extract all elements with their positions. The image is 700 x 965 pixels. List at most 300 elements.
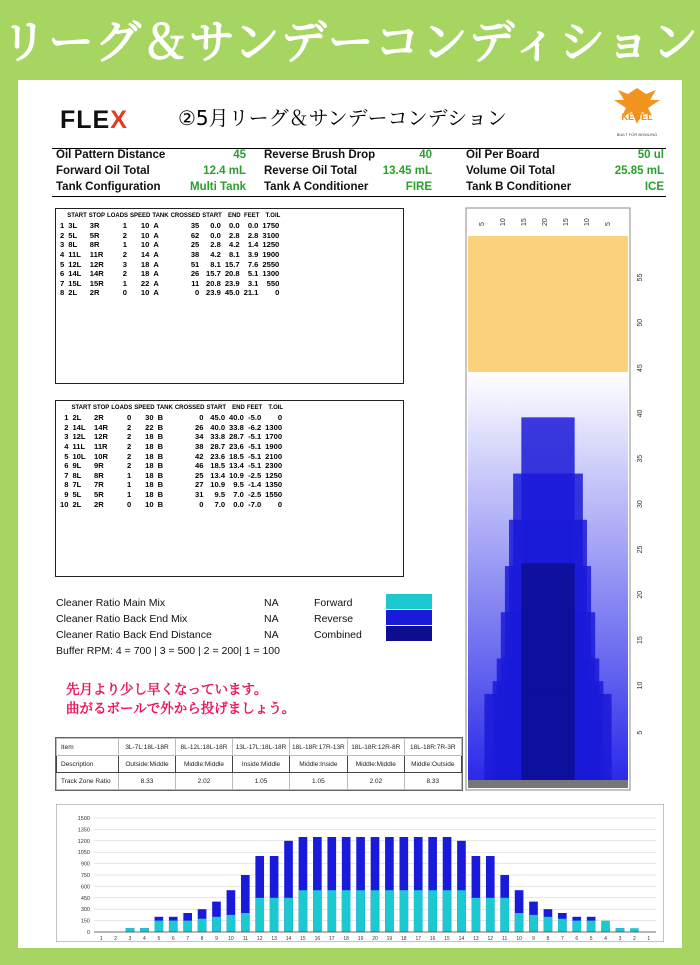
zone-cell: Description xyxy=(57,756,119,773)
legend-combined-swatch xyxy=(386,626,432,641)
table-cell: 3100 xyxy=(262,230,280,240)
table-cell: 6 xyxy=(64,461,69,471)
table-cell: 3.9 xyxy=(247,250,259,260)
bar-forward xyxy=(198,919,207,932)
y-tick-label: 150 xyxy=(80,918,90,925)
y-tick-label: 1050 xyxy=(77,850,90,857)
table-cell: 18 xyxy=(145,490,154,500)
oil-bar-chart xyxy=(56,804,664,942)
page-banner xyxy=(0,0,700,80)
spec-column-3 xyxy=(466,149,664,197)
table-cell: 8.1 xyxy=(229,250,240,260)
table-cell: 2R xyxy=(89,288,100,298)
table-cell: 5R xyxy=(94,490,104,500)
bar-forward xyxy=(500,898,509,932)
column-header: START xyxy=(206,405,227,411)
table-cell: 11L xyxy=(68,250,81,260)
table-cell: A xyxy=(153,250,159,260)
table-cell: B xyxy=(157,413,164,423)
table-row xyxy=(58,490,284,500)
bar-forward xyxy=(544,917,553,932)
note-line-1: 先月より少し早くなっています。 xyxy=(66,682,268,698)
bar-forward xyxy=(587,921,596,932)
zone-cell: Middle:Middle xyxy=(347,756,404,773)
table-cell: 30 xyxy=(145,413,154,423)
document-title: ②5月リーグ＆サンデーコンデション xyxy=(178,106,507,130)
x-tick-label: 8 xyxy=(200,936,204,942)
table-cell: -2.5 xyxy=(248,470,262,480)
table-cell: 10 xyxy=(140,240,150,250)
table-cell: 10 xyxy=(140,221,150,231)
table-cell: B xyxy=(157,461,164,471)
table-cell: 10R xyxy=(94,451,108,461)
lane-side-tick: 15 xyxy=(637,636,644,644)
zone-cell: 8.33 xyxy=(119,773,176,790)
y-tick-label: 1500 xyxy=(77,816,90,822)
table-cell: 0 xyxy=(127,413,132,423)
table-cell: 9 xyxy=(64,490,69,500)
table-cell: 2R xyxy=(94,413,104,423)
table-cell: 1300 xyxy=(262,269,280,279)
table-cell: 33.8 xyxy=(210,432,226,442)
table-cell: 0.0 xyxy=(247,221,259,231)
table-cell: -5.1 xyxy=(248,461,262,471)
table-cell: 40.0 xyxy=(229,413,244,423)
table-cell: 7L xyxy=(72,480,82,490)
table-cell: 5L xyxy=(68,230,78,240)
table-row xyxy=(58,279,281,289)
table-cell: 31 xyxy=(195,490,204,500)
table-cell: 62 xyxy=(190,230,200,240)
cleaner-backend-label: Cleaner Ratio Back End Mix xyxy=(56,613,188,625)
table-cell: 0 xyxy=(195,288,200,298)
x-tick-label: 3 xyxy=(128,936,132,942)
zone-cell: Middle:Middle xyxy=(176,756,233,773)
table-cell: 0 xyxy=(277,413,283,423)
y-tick-label: 0 xyxy=(86,930,90,936)
table-cell: 18 xyxy=(145,442,154,452)
note-line-2: 曲がるボールで外から投げましょう。 xyxy=(66,701,296,717)
lane-top-tick: 20 xyxy=(542,218,549,226)
table-cell: 18 xyxy=(145,432,154,442)
table-cell: 15.7 xyxy=(224,259,240,269)
table-cell: 2.8 xyxy=(229,230,240,240)
table-cell: 4 xyxy=(64,442,69,452)
y-tick-label: 900 xyxy=(80,861,90,868)
legend-combined-label: Combined xyxy=(314,629,362,641)
table-cell: 1750 xyxy=(262,221,280,231)
table-cell: 9.5 xyxy=(214,490,226,500)
table-cell: 18.5 xyxy=(210,461,226,471)
bar-forward xyxy=(428,890,437,932)
table-cell: 2550 xyxy=(262,259,280,269)
zone-cell: Outside:Middle xyxy=(119,756,176,773)
table-cell: 2300 xyxy=(265,461,283,471)
bar-forward xyxy=(155,921,164,932)
table-cell: 2 xyxy=(127,442,132,452)
zone-cell: 2.02 xyxy=(176,773,233,790)
table-cell: 45.0 xyxy=(224,288,240,298)
table-cell: 12L xyxy=(72,432,86,442)
column-header: TANK xyxy=(156,405,173,411)
table-cell: 2 xyxy=(122,269,128,279)
column-header: CROSSED xyxy=(170,213,201,219)
table-cell: 46 xyxy=(195,461,204,471)
table-cell: 2 xyxy=(122,250,128,260)
table-cell: 1700 xyxy=(265,432,283,442)
legend-forward-label: Forward xyxy=(314,597,353,609)
y-tick-label: 450 xyxy=(80,895,90,902)
x-tick-label: 5 xyxy=(589,936,593,942)
y-tick-label: 750 xyxy=(80,873,90,879)
zone-row xyxy=(57,756,462,773)
x-tick-label: 9 xyxy=(215,936,218,942)
x-tick-label: 13 xyxy=(271,936,277,942)
x-tick-label: 16 xyxy=(429,936,436,942)
y-tick-label: 1350 xyxy=(77,827,90,834)
cleaner-distance-label: Cleaner Ratio Back End Distance xyxy=(56,629,212,641)
table-cell: 1900 xyxy=(262,250,280,260)
table-cell: A xyxy=(153,259,159,269)
x-tick-label: 3 xyxy=(618,936,622,942)
spec-column-1 xyxy=(56,149,246,197)
cleaner-backend-value: NA xyxy=(264,613,279,625)
table-row xyxy=(58,288,281,298)
table-cell: 12R xyxy=(89,259,104,269)
bar-forward xyxy=(558,919,567,932)
table-cell: 7.6 xyxy=(247,259,259,269)
lane-side-tick: 50 xyxy=(637,318,644,327)
table-cell: 2.8 xyxy=(210,240,221,250)
lane-side-tick: 40 xyxy=(637,409,644,418)
table-cell: 12L xyxy=(68,259,82,269)
table-cell: 18 xyxy=(140,259,150,269)
table-cell: 7.0 xyxy=(233,490,244,500)
table-cell: 23.6 xyxy=(210,451,226,461)
table-cell: 1350 xyxy=(265,480,283,490)
x-tick-label: 4 xyxy=(143,936,146,942)
table-cell: B xyxy=(157,422,164,432)
table-cell: 18.5 xyxy=(229,451,244,461)
table-cell: 9R xyxy=(94,461,104,471)
table-cell: -1.4 xyxy=(248,480,262,490)
lane-top-tick: 15 xyxy=(563,218,570,226)
bar-forward xyxy=(601,921,610,932)
table-cell: 23.6 xyxy=(229,442,244,452)
bar-forward xyxy=(356,890,365,932)
banner-title: リーグ＆サンデーコンディション xyxy=(0,15,700,69)
x-tick-label: 14 xyxy=(285,936,292,942)
bar-forward xyxy=(572,921,581,932)
table-cell: 14L xyxy=(68,269,82,279)
x-tick-label: 10 xyxy=(516,936,522,942)
zone-cell: Item xyxy=(57,739,119,756)
spec-row: Oil Pattern Distance 45 xyxy=(56,149,246,161)
table-cell: 7 xyxy=(64,470,69,480)
table-cell: 2 xyxy=(127,451,132,461)
table-row xyxy=(58,499,284,509)
table-cell: 25 xyxy=(195,470,204,480)
table-cell: 7.0 xyxy=(214,499,226,509)
table-cell: 20.8 xyxy=(224,269,240,279)
bar-forward xyxy=(385,890,394,932)
x-tick-label: 15 xyxy=(300,936,306,942)
table-cell: 1 xyxy=(122,278,128,288)
spec-row: Oil Per Board 50 ul xyxy=(466,149,664,161)
lane-top-tick: 10 xyxy=(584,218,591,226)
zone-cell: 8.33 xyxy=(404,773,461,790)
table-cell: 2 xyxy=(127,422,132,432)
table-row xyxy=(58,451,284,461)
table-cell: 42 xyxy=(195,451,204,461)
table-cell: B xyxy=(157,442,164,452)
x-tick-label: 1 xyxy=(99,936,103,942)
table-cell: 3 xyxy=(60,240,65,250)
table-cell: 23.9 xyxy=(206,288,221,298)
spec-row: Tank Configuration Multi Tank xyxy=(56,181,246,193)
column-header: STOP xyxy=(88,213,106,219)
table-cell: 11L xyxy=(72,442,86,452)
table-row xyxy=(58,250,281,260)
table-cell: 1900 xyxy=(265,442,283,452)
bar-forward xyxy=(169,921,178,932)
table-cell: 4.2 xyxy=(229,240,240,250)
table-cell: 18 xyxy=(145,470,154,480)
lane-side-tick: 45 xyxy=(637,364,644,372)
zone-row xyxy=(57,739,462,756)
table-cell: 38 xyxy=(195,442,204,452)
zone-cell: 18L-18R:17R-13R xyxy=(290,739,348,756)
table-cell: 21.1 xyxy=(243,288,259,298)
x-tick-label: 4 xyxy=(604,936,607,942)
table-cell: 25 xyxy=(190,240,200,250)
table-cell: 10L xyxy=(72,451,86,461)
lane-side-tick: 25 xyxy=(637,545,644,554)
x-tick-label: 16 xyxy=(314,936,321,942)
x-tick-label: 17 xyxy=(328,936,335,942)
table-cell: A xyxy=(153,288,159,298)
spec-column-2 xyxy=(264,149,432,197)
table-row xyxy=(58,221,281,231)
x-tick-label: 11 xyxy=(502,936,508,942)
table-cell: 0 xyxy=(277,499,283,509)
table-cell: 8L xyxy=(68,240,78,250)
table-cell: 2R xyxy=(94,499,104,509)
zone-cell: Middle:Outside xyxy=(404,756,461,773)
table-cell: 5L xyxy=(72,490,82,500)
lane-side-tick: 20 xyxy=(637,590,644,599)
table-cell: 5 xyxy=(64,451,69,461)
table-cell: 2L xyxy=(72,499,82,509)
table-cell: 0.0 xyxy=(229,221,240,231)
bar-forward xyxy=(212,917,221,932)
table-cell: 2100 xyxy=(265,451,283,461)
lane-side-tick: 30 xyxy=(637,500,644,508)
x-tick-label: 13 xyxy=(473,936,479,942)
table-cell: 10 xyxy=(60,499,69,509)
lane-oil-graph xyxy=(466,208,644,790)
table-cell: 8R xyxy=(89,240,100,250)
table-cell: 5.1 xyxy=(247,269,259,279)
table-cell: 1 xyxy=(122,221,128,231)
lane-side-tick: 55 xyxy=(637,273,644,282)
table-cell: 15R xyxy=(89,278,104,288)
table-cell: 20.8 xyxy=(206,278,221,288)
table-cell: B xyxy=(157,432,164,442)
spec-row: Volume Oil Total 25.85 mL xyxy=(466,165,664,177)
x-tick-label: 6 xyxy=(575,936,579,942)
x-tick-label: 12 xyxy=(487,936,494,942)
table-cell: 18 xyxy=(145,480,154,490)
bar-forward xyxy=(630,928,639,932)
table-cell: 27 xyxy=(195,480,204,490)
table-cell: 3 xyxy=(122,259,128,269)
table-cell: -5.0 xyxy=(248,413,262,423)
x-tick-label: 19 xyxy=(357,936,364,942)
table-cell: 2 xyxy=(122,230,128,240)
spec-row: Forward Oil Total 12.4 mL xyxy=(56,165,246,177)
zone-row xyxy=(57,773,462,790)
bar-forward xyxy=(299,890,308,932)
y-tick-label: 300 xyxy=(80,907,90,914)
column-header: FEET xyxy=(244,213,260,219)
column-header: END xyxy=(227,213,241,219)
table-cell: B xyxy=(157,451,164,461)
table-cell: 8L xyxy=(72,470,82,480)
column-header: STOP xyxy=(93,405,110,411)
spec-row: Reverse Brush Drop 40 xyxy=(264,149,432,161)
column-header: LOADS xyxy=(111,405,133,411)
condition-sheet xyxy=(18,80,682,948)
x-tick-label: 17 xyxy=(415,936,422,942)
reverse-pattern-table xyxy=(55,400,404,577)
table-cell: -6.2 xyxy=(248,422,262,432)
table-cell: 14 xyxy=(140,250,150,260)
lane-top-tick: 10 xyxy=(500,218,507,226)
bar-forward xyxy=(457,890,466,932)
table-cell: 2 xyxy=(60,230,65,240)
table-cell: 35 xyxy=(190,221,200,231)
table-cell: 7 xyxy=(60,278,65,288)
buffer-rpm: Buffer RPM: 4 = 700 | 3 = 500 | 2 = 200| 1 = 100 xyxy=(56,645,280,657)
table-cell: 13.4 xyxy=(229,461,244,471)
dry-lane-area xyxy=(468,236,628,372)
table-cell: -7.0 xyxy=(248,499,262,509)
zone-cell: Track Zone Ratio xyxy=(57,773,119,790)
zone-cell: 1.05 xyxy=(290,773,348,790)
table-cell: B xyxy=(157,470,164,480)
table-row xyxy=(58,480,284,490)
table-cell: 0.0 xyxy=(210,221,221,231)
bar-forward xyxy=(472,898,481,932)
table-cell: 1250 xyxy=(265,470,283,480)
table-cell: 4.2 xyxy=(210,250,221,260)
lane-side-tick: 5 xyxy=(637,730,644,735)
cleaner-main-label: Cleaner Ratio Main Mix xyxy=(56,597,166,609)
table-cell: A xyxy=(153,240,159,250)
y-tick-label: 1200 xyxy=(77,838,90,845)
spec-row: Tank B Conditioner ICE xyxy=(466,181,664,193)
y-tick-label: 600 xyxy=(80,884,90,891)
zone-cell: 8L-12L:18L-18R xyxy=(176,739,233,756)
table-cell: 11R xyxy=(89,250,104,260)
x-tick-label: 12 xyxy=(256,936,263,942)
legend-reverse-label: Reverse xyxy=(314,613,354,625)
column-header: SPEED xyxy=(130,213,151,219)
table-cell: 3R xyxy=(89,221,100,231)
table-cell: 6 xyxy=(60,269,65,279)
bar-forward xyxy=(327,890,336,932)
cleaner-distance-value: NA xyxy=(264,629,279,641)
forward-pattern-table xyxy=(55,208,404,384)
table-row xyxy=(58,259,281,269)
table-cell: A xyxy=(153,230,159,240)
table-cell: 45.0 xyxy=(210,413,226,423)
table-cell: A xyxy=(153,221,159,231)
table-cell: 22 xyxy=(140,278,150,288)
x-tick-label: 7 xyxy=(560,936,564,942)
lane-top-tick: 5 xyxy=(479,222,486,226)
table-cell: 1 xyxy=(127,480,132,490)
table-cell: 0 xyxy=(275,288,280,298)
column-header: START xyxy=(67,213,87,219)
spec-row: Tank A Conditioner FIRE xyxy=(264,181,432,193)
table-cell: 15L xyxy=(68,278,82,288)
table-cell: 1300 xyxy=(265,422,283,432)
table-cell: 12R xyxy=(94,432,108,442)
column-header: END xyxy=(232,405,245,411)
x-tick-label: 18 xyxy=(343,936,349,942)
table-cell: 15.7 xyxy=(206,269,221,279)
x-tick-label: 14 xyxy=(458,936,465,942)
column-header: SPEED xyxy=(134,405,155,411)
table-cell: 10 xyxy=(140,230,150,240)
table-cell: A xyxy=(153,269,159,279)
x-tick-label: 10 xyxy=(228,936,234,942)
table-cell: 26 xyxy=(195,422,204,432)
table-header-row xyxy=(58,211,281,221)
zone-cell: 18L-18R:7R-3R xyxy=(404,739,461,756)
zone-cell: 18L-18R:12R-8R xyxy=(347,739,404,756)
x-tick-label: 7 xyxy=(186,936,190,942)
column-header: TANK xyxy=(152,213,169,219)
table-cell: 8R xyxy=(94,470,104,480)
column-header: FEET xyxy=(246,405,263,411)
bar-forward xyxy=(270,898,279,932)
table-cell: 18 xyxy=(145,451,154,461)
table-cell: 51 xyxy=(190,259,200,269)
bar-forward xyxy=(227,915,236,932)
table-cell: 13.4 xyxy=(210,470,226,480)
x-tick-label: 1 xyxy=(647,936,651,942)
bar-forward xyxy=(414,890,423,932)
x-tick-label: 15 xyxy=(444,936,450,942)
table-cell: -5.1 xyxy=(248,451,262,461)
table-cell: 1550 xyxy=(265,490,283,500)
table-row xyxy=(58,461,284,471)
bar-forward xyxy=(313,890,322,932)
legend-forward-swatch xyxy=(386,594,432,609)
oil-core xyxy=(521,563,574,780)
table-cell: 4 xyxy=(60,250,65,260)
table-cell: -5.1 xyxy=(248,442,262,452)
x-tick-label: 6 xyxy=(171,936,175,942)
table-cell: 7R xyxy=(94,480,104,490)
table-row xyxy=(58,423,284,433)
table-cell: 28.7 xyxy=(210,442,226,452)
table-cell: 26 xyxy=(190,269,200,279)
table-cell: 28.7 xyxy=(229,432,244,442)
